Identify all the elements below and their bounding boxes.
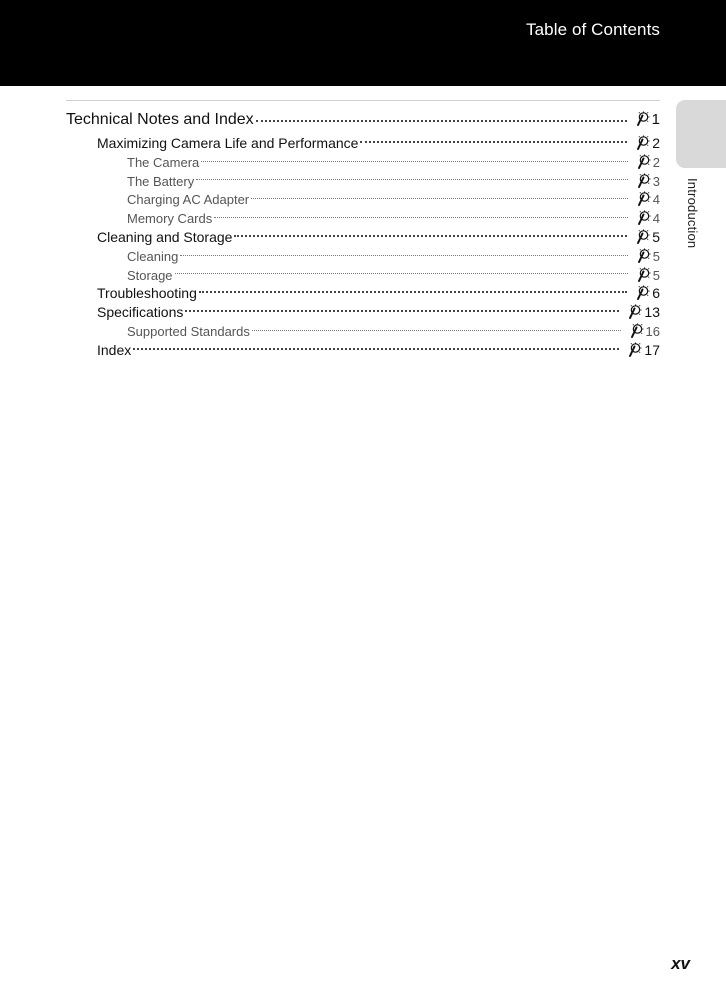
table-of-contents	[66, 108, 660, 358]
divider	[66, 100, 660, 101]
header-title: Table of Contents	[525, 20, 660, 39]
reference-section-icon	[625, 342, 643, 358]
reference-section-icon	[634, 210, 652, 226]
toc-entry-page: 5	[652, 228, 660, 245]
leader-dots	[175, 272, 628, 274]
leader-dots	[234, 234, 627, 237]
reference-section-icon	[634, 191, 652, 207]
toc-entry-page-ref	[625, 301, 660, 322]
toc-entry-page: 1	[651, 111, 660, 128]
leader-dots	[196, 178, 628, 180]
toc-entry[interactable]	[66, 132, 660, 151]
toc-entry[interactable]	[66, 264, 660, 283]
side-tab[interactable]	[676, 100, 726, 168]
reference-section-icon	[634, 154, 652, 170]
toc-entry[interactable]	[66, 320, 660, 339]
reference-section-icon	[634, 173, 652, 189]
leader-dots	[251, 197, 628, 199]
leader-dots	[180, 254, 627, 256]
toc-entry-page: 17	[644, 341, 660, 358]
toc-entry-page: 6	[652, 285, 660, 302]
toc-entry-title: Troubleshooting	[97, 285, 197, 302]
leader-dots	[360, 140, 627, 143]
toc-entry-page: 4	[652, 192, 660, 208]
toc-entry-title: Maximizing Camera Life and Performance	[97, 135, 359, 151]
toc-entry-page: 2	[652, 135, 660, 151]
toc-entry-page-ref	[633, 226, 660, 247]
leader-dots	[214, 216, 628, 218]
toc-entry-title: Memory Cards	[127, 211, 213, 227]
toc-entry-page: 16	[645, 323, 660, 339]
toc-entry-title: Index	[97, 341, 132, 358]
toc-entry[interactable]	[66, 245, 660, 264]
toc-entry[interactable]	[66, 108, 660, 130]
toc-entry[interactable]	[66, 226, 660, 245]
toc-entry-page: 5	[652, 248, 660, 264]
toc-entry-page-ref	[633, 132, 660, 153]
toc-entry-page: 4	[652, 211, 660, 227]
reference-section-icon	[633, 111, 651, 127]
toc-entry-page: 5	[652, 267, 660, 283]
reference-section-icon	[627, 323, 645, 339]
toc-entry-page-ref	[625, 339, 660, 360]
toc-entry[interactable]	[66, 301, 660, 320]
toc-entry-page-ref	[633, 108, 660, 131]
leader-dots	[199, 290, 627, 293]
side-tab-label: Introduction	[685, 178, 700, 249]
toc-entry-title: Supported Standards	[127, 323, 250, 339]
toc-entry-page: 2	[652, 154, 660, 170]
reference-section-icon	[633, 135, 651, 151]
toc-entry[interactable]	[66, 151, 660, 170]
leader-dots	[256, 119, 627, 122]
toc-entry-title: Charging AC Adapter	[127, 192, 250, 208]
toc-entry-title: Specifications	[97, 304, 184, 321]
toc-entry-page-ref	[633, 282, 660, 303]
page-number: xv	[671, 954, 690, 973]
leader-dots	[133, 347, 619, 350]
toc-entry-title: The Battery	[127, 173, 195, 189]
reference-section-icon	[634, 267, 652, 283]
toc-entry[interactable]	[66, 170, 660, 189]
leader-dots	[201, 160, 628, 162]
toc-entry-title: Storage	[127, 267, 173, 283]
toc-entry-title: Cleaning	[127, 248, 179, 264]
toc-entry[interactable]	[66, 188, 660, 207]
header-bar	[0, 0, 726, 86]
toc-entry-page: 3	[652, 173, 660, 189]
reference-section-icon	[625, 304, 643, 320]
toc-entry[interactable]	[66, 207, 660, 226]
toc-entry-title: Technical Notes and Index	[66, 111, 254, 128]
reference-section-icon	[634, 248, 652, 264]
toc-entry-title: Cleaning and Storage	[97, 228, 233, 245]
reference-section-icon	[633, 285, 651, 301]
leader-dots	[252, 329, 621, 331]
reference-section-icon	[633, 229, 651, 245]
toc-entry-title: The Camera	[127, 154, 200, 170]
toc-entry[interactable]	[66, 282, 660, 301]
toc-entry-page: 13	[644, 304, 660, 321]
leader-dots	[185, 309, 619, 312]
